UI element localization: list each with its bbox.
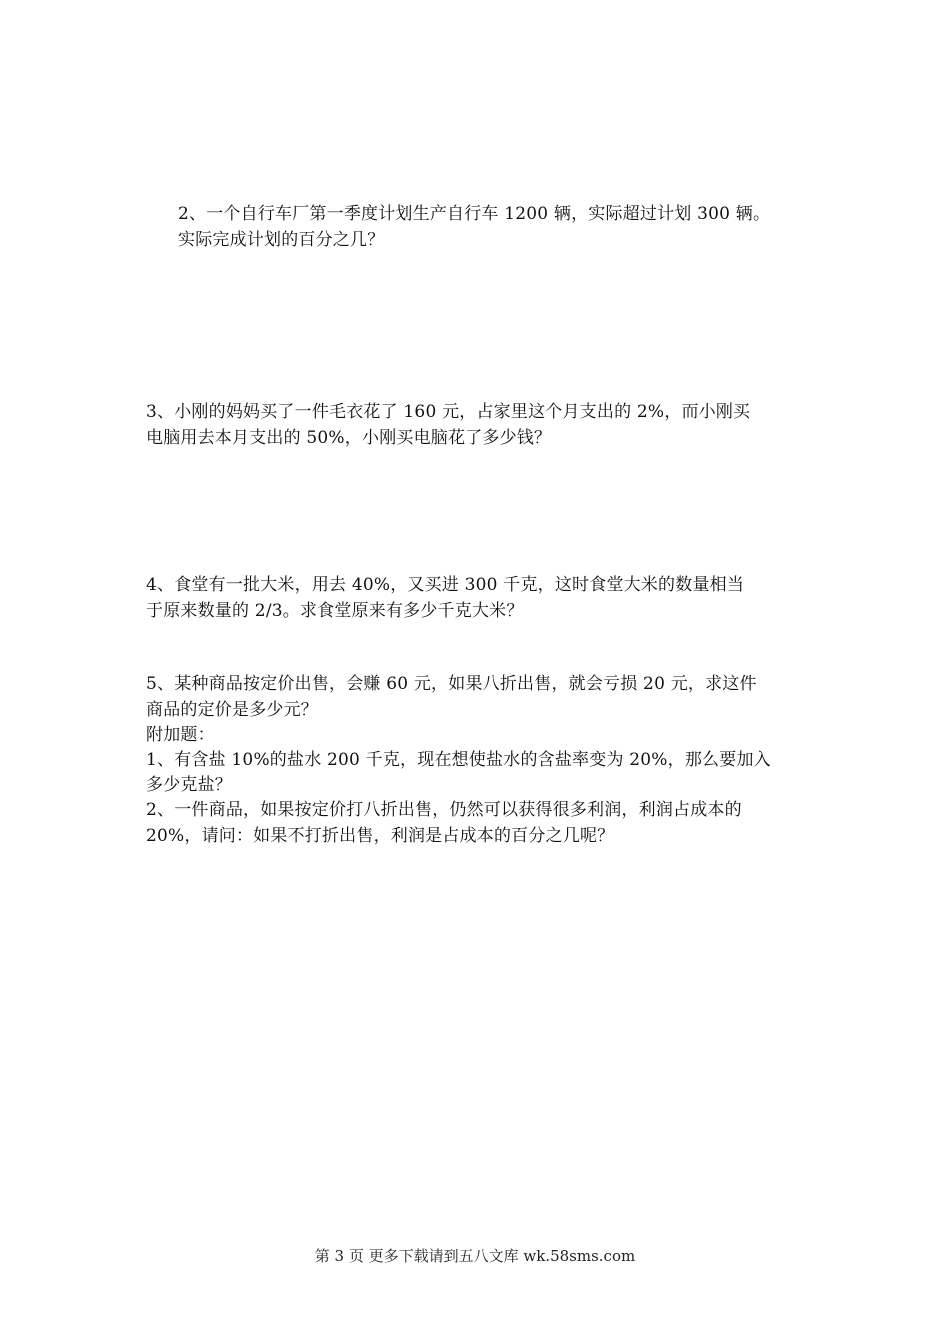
- bonus-heading: 附加题：: [146, 725, 215, 745]
- question-5-line-2: 商品的定价是多少元？: [146, 700, 318, 720]
- question-3-line-1: 3、小刚的妈妈买了一件毛衣花了 160 元，占家里这个月支出的 2%，而小刚买: [146, 402, 751, 422]
- question-2-line-2: 实际完成计划的百分之几？: [178, 230, 385, 250]
- question-3-line-2: 电脑用去本月支出的 50%，小刚买电脑花了多少钱？: [146, 428, 552, 448]
- page-footer: 第 3 页 更多下载请到五八文库 wk.58sms.com: [314, 1247, 636, 1265]
- bonus-2-line-2: 20%，请问：如果不打折出售，利润是占成本的百分之几呢？: [146, 826, 615, 846]
- question-4-line-1: 4、食堂有一批大米，用去 40%，又买进 300 千克，这时食堂大米的数量相当: [146, 575, 745, 595]
- question-5-line-1: 5、某种商品按定价出售，会赚 60 元，如果八折出售，就会亏损 20 元，求这件: [146, 674, 757, 694]
- bonus-1-line-1: 1、有含盐 10%的盐水 200 千克，现在想使盐水的含盐率变为 20%，那么要加入: [146, 750, 771, 770]
- bonus-2-line-1: 2、一件商品，如果按定价打八折出售，仍然可以获得很多利润，利润占成本的: [146, 800, 742, 820]
- bonus-1-line-2: 多少克盐？: [146, 775, 232, 795]
- question-4-line-2: 于原来数量的 2/3。求食堂原来有多少千克大米？: [146, 601, 524, 621]
- question-2-line-1: 2、一个自行车厂第一季度计划生产自行车 1200 辆，实际超过计划 300 辆。: [178, 204, 771, 224]
